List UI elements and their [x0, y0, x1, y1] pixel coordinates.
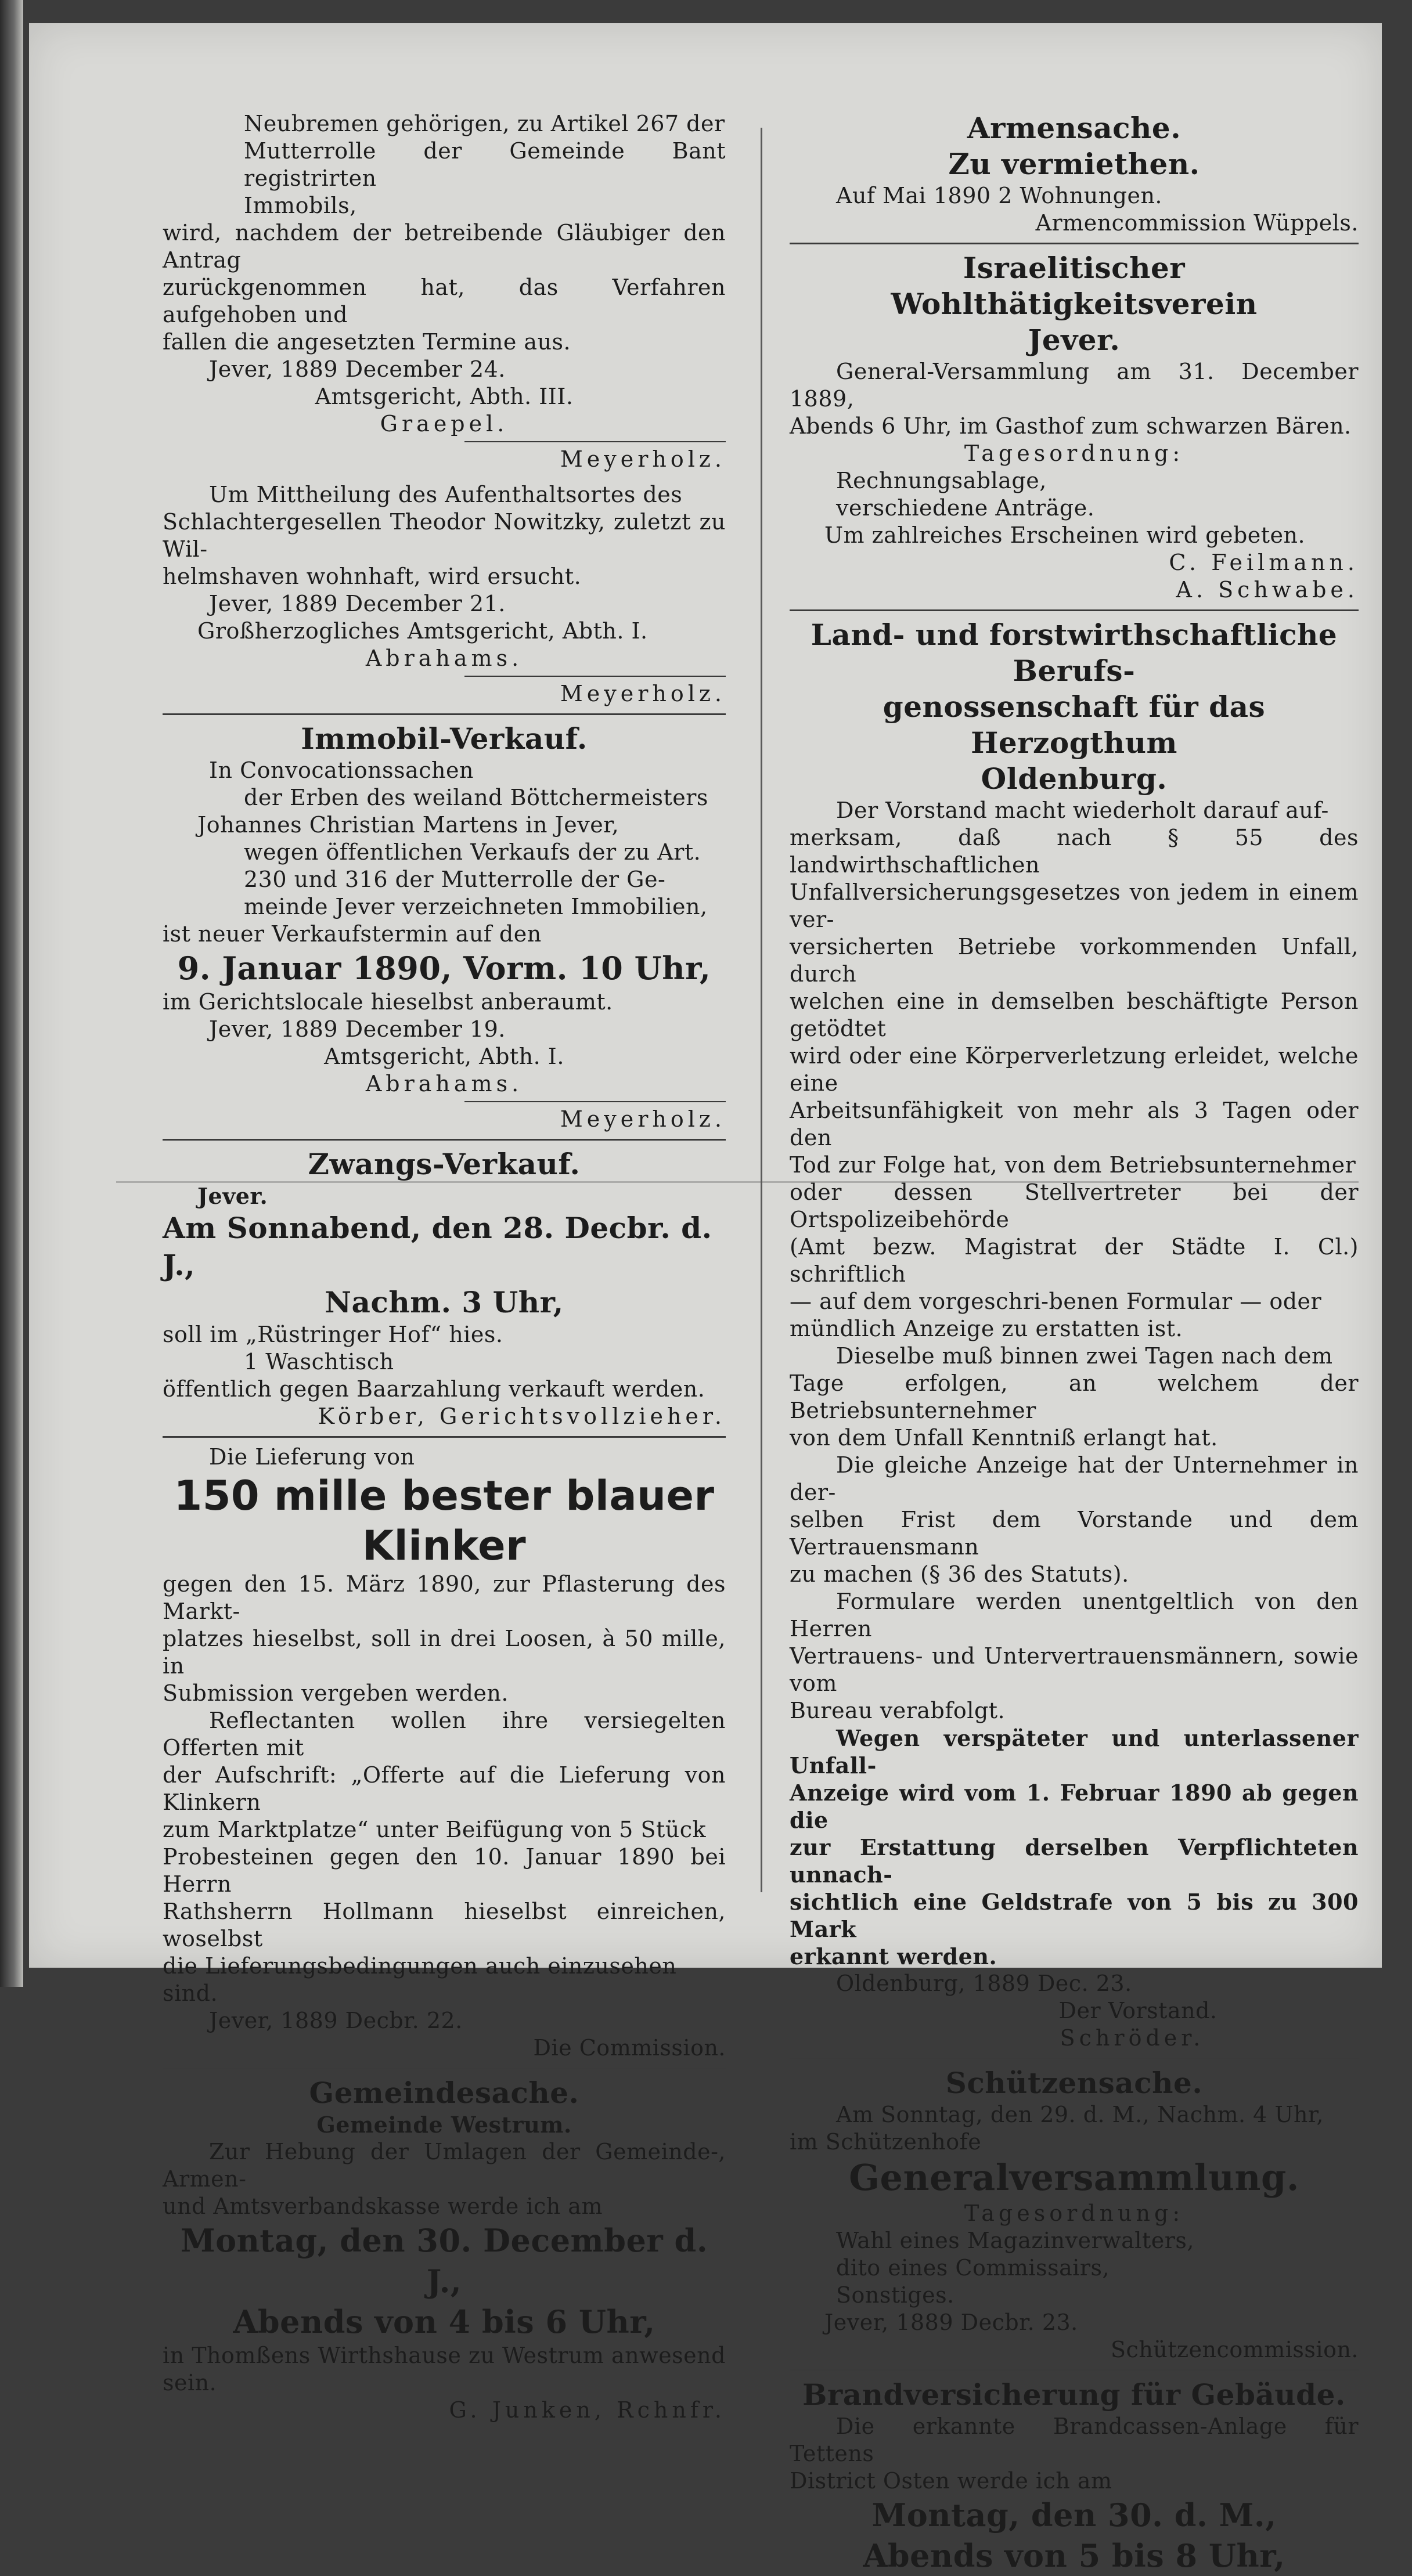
- notice-accident-insurance: [790, 617, 1359, 2052]
- agenda-item: verschiedene Anträge.: [836, 495, 1095, 521]
- section-rule: [163, 2068, 726, 2069]
- text-line: die Lieferungsbedingungen auch einzusehen sind.: [163, 1953, 677, 2006]
- text-line: und Amtsverbandskasse werde ich am: [163, 2193, 603, 2219]
- text-line: (Amt bezw. Magistrat der Städte I. Cl.) schriftlich: [790, 1234, 1359, 1287]
- signatory: A. Schwabe.: [1176, 577, 1359, 602]
- sale-date: 9. Januar 1890, Vorm. 10 Uhr,: [177, 950, 711, 987]
- place-date: Jever, 1889 December 19.: [209, 1016, 506, 1042]
- notice-heading: Armensache.: [967, 111, 1182, 145]
- text-line: Vertrauens- und Untervertrauensmännern, sowie vom: [790, 1643, 1359, 1696]
- text-line: platzes hieselbst, soll in drei Loosen, à 50 mille, in: [163, 1626, 726, 1679]
- text-line: wegen öffentlichen Verkaufs der zu Art.: [244, 839, 701, 865]
- text-line: öffentlich gegen Baarzahlung verkauft werden.: [163, 1376, 705, 1402]
- clerk-signature: Meyerholz.: [560, 1106, 726, 1132]
- text-line: der Erben des weiland Böttchermeisters: [244, 785, 708, 810]
- text-line: Rathsherrn Hollmann hieselbst einreichen, woselbst: [163, 1899, 726, 1951]
- agenda-item: Sonstiges.: [836, 2282, 954, 2308]
- clerk-signature: Meyerholz.: [560, 681, 726, 706]
- text-line: Der Vorstand macht wiederholt darauf auf-: [836, 798, 1329, 823]
- text-line: Am Sonntag, den 29. d. M., Nachm. 4 Uhr,: [836, 2102, 1324, 2127]
- text-line: Bureau verabfolgt.: [790, 1698, 1006, 1723]
- penalty-line: Wegen verspäteter und unterlassener Unfall-: [790, 1725, 1359, 1778]
- text-line: wird, nachdem der betreibende Gläubiger den Antrag: [163, 220, 726, 273]
- section-rule: [790, 2369, 1359, 2371]
- notice-heading: Jever.: [1028, 323, 1121, 357]
- notice-cancellation: [163, 110, 726, 473]
- place-date: Jever, 1889 Decbr. 23.: [824, 2310, 1078, 2335]
- signatory: C. Feilmann.: [1169, 550, 1359, 575]
- text-line: Tod zur Folge hat, von dem Betriebsunternehmer: [790, 1152, 1356, 1178]
- text-line: 1 Waschtisch: [244, 1349, 394, 1374]
- notice-heading: Immobil-Verkauf.: [301, 721, 588, 756]
- text-line: gegen den 15. März 1890, zur Pflasterung des Markt-: [163, 1571, 726, 1624]
- left-column: [163, 110, 726, 2424]
- text-line: mündlich Anzeige zu erstatten ist.: [790, 1316, 1183, 1341]
- commission-signature: Die Commission.: [533, 2035, 726, 2061]
- text-line: In Convocationssachen: [209, 757, 474, 783]
- text-line: General-Versammlung am 31. December 1889,: [790, 359, 1359, 412]
- text-line: — auf dem vorgeschri-benen Formular — oder: [790, 1289, 1322, 1314]
- text-line: Um zahlreiches Erscheinen wird gebeten.: [824, 522, 1306, 548]
- signatory: Abrahams.: [365, 645, 523, 671]
- place-date: Jever, 1889 Decbr. 22.: [209, 2008, 463, 2033]
- text-line: im Gerichtslocale hieselbst anberaumt.: [163, 989, 613, 1015]
- place: Jever.: [197, 1183, 268, 1209]
- penalty-line: Anzeige wird vom 1. Februar 1890 ab gegen die: [790, 1780, 1359, 1833]
- divider: [464, 676, 726, 677]
- clerk-signature: Meyerholz.: [560, 446, 726, 472]
- text-line: ist neuer Verkaufstermin auf den: [163, 921, 542, 947]
- text-line: von dem Unfall Kenntniß erlangt hat.: [790, 1425, 1218, 1451]
- text-line: Schlachtergesellen Theodor Nowitzky, zuletzt zu Wil-: [163, 509, 726, 562]
- agenda-label: Tagesordnung:: [964, 2200, 1184, 2226]
- text-line: selben Frist dem Vorstande und dem Vertrauensmann: [790, 1507, 1359, 1560]
- notice-heading: Oldenburg.: [981, 762, 1168, 796]
- meeting-title: Generalversammlung.: [849, 2156, 1299, 2199]
- sale-time: Nachm. 3 Uhr,: [325, 1285, 564, 1319]
- text-line: versicherten Betriebe vorkommenden Unfall, durch: [790, 934, 1359, 987]
- section-rule: [790, 243, 1359, 244]
- text-line: in Thomßens Wirthshause zu Westrum anwesend sein.: [163, 2343, 726, 2395]
- notice-heading: Zwangs-Verkauf.: [308, 1147, 581, 1181]
- text-line: Auf Mai 1890 2 Wohnungen.: [836, 183, 1163, 208]
- notice-subheading: Gemeinde Westrum.: [316, 2112, 572, 2138]
- text-line: Johannes Christian Martens in Jever,: [197, 812, 619, 838]
- commission-signature: Schützencommission.: [1111, 2337, 1359, 2362]
- text-line: Neubremen gehörigen, zu Artikel 267 der: [244, 111, 725, 136]
- penalty-line: erkannt werden.: [790, 1943, 997, 1969]
- text-line: merksam, daß nach § 55 des landwirthschaftlichen: [790, 825, 1359, 878]
- sale-date: Am Sonnabend, den 28. Decbr. d. J.,: [163, 1211, 712, 1282]
- text-line: wird oder eine Körperverletzung erleidet, welche eine: [790, 1043, 1359, 1096]
- court-name: Großherzogliches Amtsgericht, Abth. I.: [197, 618, 648, 644]
- agenda-item: Wahl eines Magazinverwalters,: [836, 2228, 1194, 2253]
- section-rule: [163, 1139, 726, 1141]
- text-line: Immobils,: [244, 193, 357, 218]
- divider: [464, 1101, 726, 1102]
- section-rule: [790, 2058, 1359, 2059]
- text-line: Die gleiche Anzeige hat der Unternehmer in der-: [790, 1452, 1359, 1505]
- notice-municipal: [163, 2075, 726, 2424]
- text-line: Probesteinen gegen den 10. Januar 1890 bei Herrn: [163, 1844, 726, 1897]
- right-column: [790, 110, 1359, 2576]
- text-line: zu machen (§ 36 des Statuts).: [790, 1561, 1129, 1587]
- section-rule: [163, 1436, 726, 1438]
- signatory: Schröder.: [1060, 2025, 1205, 2051]
- notice-forced-sale: [163, 1146, 726, 1430]
- notice-charity-meeting: [790, 250, 1359, 604]
- collection-date: Montag, den 30. d. M.,: [871, 2496, 1277, 2534]
- text-line: meinde Jever verzeichneten Immobilien,: [244, 894, 708, 919]
- text-line: welchen eine in demselben beschäftigte Person getödtet: [790, 988, 1359, 1041]
- notice-heading: Klinker: [362, 1522, 527, 1570]
- court-name: Amtsgericht, Abth. III.: [315, 384, 574, 409]
- text-line: Die Lieferung von: [209, 1444, 415, 1470]
- text-line: District Osten werde ich am: [790, 2468, 1112, 2494]
- text-line: fallen die angesetzten Termine aus.: [163, 329, 571, 355]
- bailiff-signature: Körber, Gerichtsvollzieher.: [318, 1404, 726, 1429]
- text-line: zum Marktplatze“ unter Beifügung von 5 Stück: [163, 1817, 707, 1842]
- agenda-item: dito eines Commissairs,: [836, 2255, 1110, 2281]
- signatory: Der Vorstand.: [1058, 1998, 1218, 2023]
- text-line: Unfallversicherungsgesetzes von jedem in einem ver-: [790, 879, 1359, 932]
- notice-clinker-tender: [163, 1444, 726, 2062]
- text-line: Abends 6 Uhr, im Gasthof zum schwarzen Bären.: [790, 413, 1352, 439]
- text-line: Um Mittheilung des Aufenthaltsortes des: [209, 482, 683, 507]
- place-date: Jever, 1889 December 21.: [209, 591, 506, 616]
- text-line: im Schützenhofe: [790, 2129, 982, 2155]
- notice-fire-insurance: [790, 2377, 1359, 2576]
- text-line: der Aufschrift: „Offerte auf die Lieferung von Klinkern: [163, 1762, 726, 1815]
- place-date: Oldenburg, 1889 Dec. 23.: [836, 1971, 1132, 1996]
- notice-heading: genossenschaft für das Herzogthum: [882, 690, 1266, 760]
- notice-shooting-club: [790, 2065, 1359, 2364]
- text-line: Zur Hebung der Umlagen der Gemeinde-, Armen-: [163, 2139, 726, 2192]
- penalty-line: zur Erstattung derselben Verpflichteten unnach-: [790, 1834, 1359, 1888]
- notice-property-sale: [163, 721, 726, 1133]
- collection-date: Montag, den 30. December d. J.,: [180, 2222, 708, 2300]
- text-line: Die erkannte Brandcassen-Anlage für Tettens: [790, 2413, 1359, 2466]
- text-line: 230 und 316 der Mutterrolle der Ge-: [244, 867, 666, 892]
- text-line: Arbeitsunfähigkeit von mehr als 3 Tagen oder den: [790, 1098, 1359, 1150]
- text-line: Reflectanten wollen ihre versiegelten Offerten mit: [163, 1708, 726, 1760]
- penalty-line: sichtlich eine Geldstrafe von 5 bis zu 300 Mark: [790, 1889, 1359, 1942]
- notice-heading: Schützensache.: [945, 2066, 1203, 2100]
- notice-heading: 150 mille bester blauer: [174, 1472, 715, 1520]
- notice-heading: Gemeindesache.: [309, 2076, 579, 2110]
- commission-signature: Armencommission Wüppels.: [1035, 210, 1359, 236]
- text-line: Tage erfolgen, an welchem der Betriebsunternehmer: [790, 1370, 1359, 1423]
- text-line: Mutterrolle der Gemeinde Bant registrirten: [244, 138, 726, 191]
- signatory: Graepel.: [380, 411, 509, 436]
- court-name: Amtsgericht, Abth. I.: [324, 1044, 564, 1069]
- collection-time: Abends von 4 bis 6 Uhr,: [233, 2303, 655, 2340]
- notice-heading: Land- und forstwirthschaftliche Berufs-: [811, 618, 1338, 688]
- treasurer-signature: G. Junken, Rchnfr.: [449, 2397, 726, 2423]
- column-divider: [761, 128, 762, 1892]
- text-line: zurückgenommen hat, das Verfahren aufgehoben und: [163, 275, 726, 327]
- notice-heading: Brandversicherung für Gebäude.: [802, 2377, 1346, 2412]
- text-line: soll im „Rüstringer Hof“ hies.: [163, 1322, 503, 1347]
- section-rule: [790, 609, 1359, 611]
- notice-search: [163, 481, 726, 708]
- notice-heading: Israelitischer Wohlthätigkeitsverein: [891, 251, 1258, 321]
- notice-subheading: Zu vermiethen.: [948, 147, 1200, 181]
- section-rule: [163, 713, 726, 715]
- place-date: Jever, 1889 December 24.: [209, 356, 506, 382]
- agenda-item: Rechnungsablage,: [836, 468, 1047, 493]
- text-line: oder dessen Stellvertreter bei der Ortspolizeibehörde: [790, 1179, 1359, 1232]
- collection-time: Abends von 5 bis 8 Uhr,: [863, 2537, 1285, 2574]
- text-line: helmshaven wohnhaft, wird ersucht.: [163, 564, 582, 589]
- text-line: Formulare werden unentgeltlich von den Herren: [790, 1589, 1359, 1641]
- text-line: Dieselbe muß binnen zwei Tagen nach dem: [836, 1343, 1333, 1369]
- notice-poor-relief: [790, 110, 1359, 237]
- agenda-label: Tagesordnung:: [964, 441, 1184, 466]
- page-stack-edge: [0, 0, 23, 1987]
- divider: [464, 441, 726, 442]
- signatory: Abrahams.: [365, 1071, 523, 1096]
- text-line: Submission vergeben werden.: [163, 1680, 509, 1706]
